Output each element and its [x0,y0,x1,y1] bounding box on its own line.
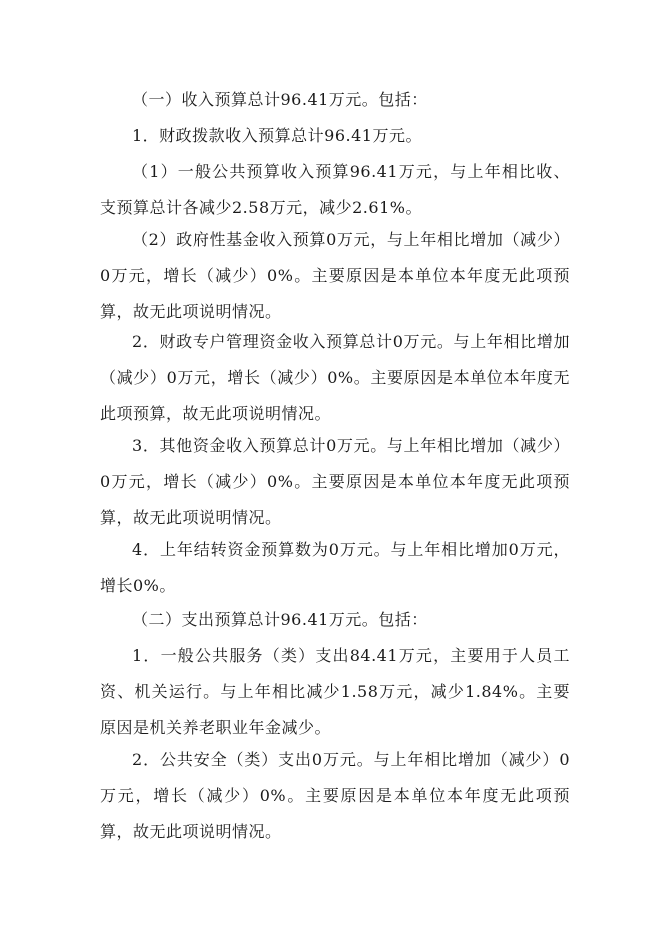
paragraph-public-security: 2．公共安全（类）支出0万元。与上年相比增加（减少）0万元，增长（减少）0%。主要原因是本单位本年度无此项预算，故无此项说明情况。 [100,750,570,841]
paragraph-special-account: 2．财政专户管理资金收入预算总计0万元。与上年相比增加（减少）0万元，增长（减少）0%。主要原因是本单位本年度无此项预算，故无此项说明情况。 [100,332,570,423]
paragraph-general-public-services: 1．一般公共服务（类）支出84.41万元，主要用于人员工资、机关运行。与上年相比减少1.58万元，减少1.84%。主要原因是机关养老职业年金减少。 [100,646,570,737]
paragraph-expenditure-total: （二）支出预算总计96.41万元。包括： [132,610,428,629]
paragraph-fiscal-allocation: 1．财政拨款收入预算总计96.41万元。 [132,126,422,145]
paragraph-government-fund: （2）政府性基金收入预算0万元，与上年相比增加（减少）0万元，增长（减少）0%。主要原因是本单位本年度无此项预算，故无此项说明情况。 [100,230,570,321]
paragraph-carryover: 4．上年结转资金预算数为0万元。与上年相比增加0万元，增长0%。 [100,540,570,595]
paragraph-general-public-budget: （1）一般公共预算收入预算96.41万元，与上年相比收、支预算总计各减少2.58万元，减少2.61%。 [100,162,570,217]
paragraph-income-total: （一）收入预算总计96.41万元。包括： [132,90,428,109]
paragraph-other-funds: 3．其他资金收入预算总计0万元。与上年相比增加（减少）0万元，增长（减少）0%。主要原因是本单位本年度无此项预算，故无此项说明情况。 [100,436,570,527]
